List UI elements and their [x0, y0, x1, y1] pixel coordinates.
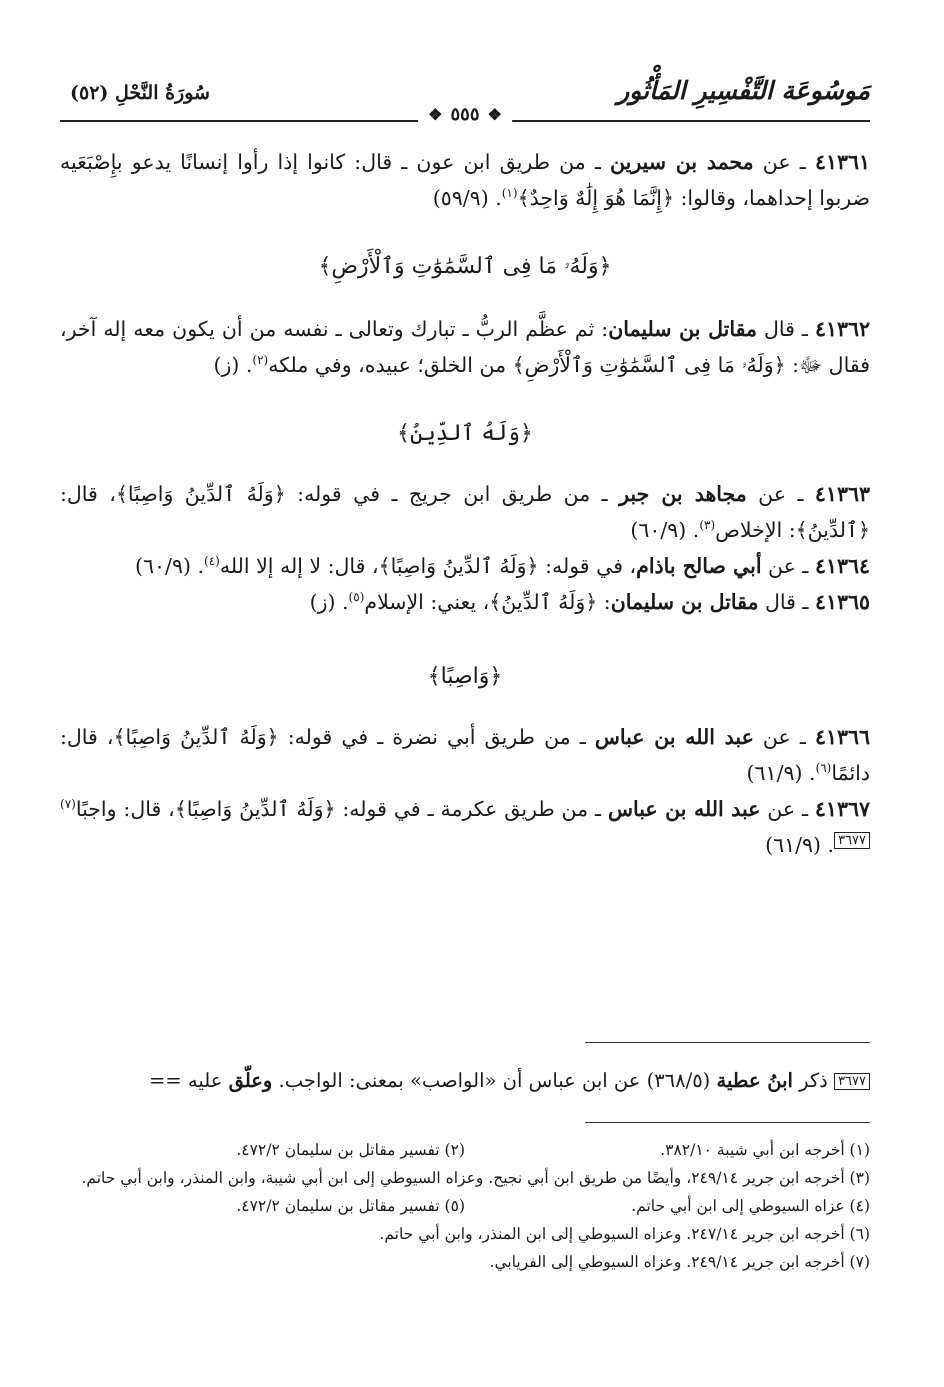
entry-41364: ٤١٣٦٤ ـ عن أبي صالح باذام، في قوله: ﴿وَلَهُ ٱلدِّينُ وَاصِبًا﴾، قال: لا إله إلا الله$^{(٤)}$. (٦٠/٩) [135, 554, 870, 578]
ornament-icon: ❖ [428, 105, 443, 124]
ornament-icon: ❖ [487, 105, 502, 124]
scholar-name: ابنُ عطية [716, 1069, 793, 1092]
narrator-name: مجاهد بن جبر [619, 482, 747, 506]
remark-number-box: ٣٦٧٧ [834, 1073, 870, 1090]
narrator-name: محمد بن سيرين [610, 150, 754, 174]
footnote-row [60, 1136, 870, 1164]
verse-heading: ﴿وَلَهُۥ مَا فِى ٱلسَّمَٰوَٰتِ وَٱلْأَرْضِ﴾ [318, 254, 612, 279]
page [60, 70, 870, 863]
footnote-6: (٦) أخرجه ابن جرير ٢٤٧/١٤. وعزاه السيوطي إلى ابن المنذر، وابن أبي حاتم. [379, 1225, 870, 1243]
entry-number: ٤١٣٦٦ [814, 725, 870, 749]
footnote-ref: (١) [501, 186, 518, 201]
entry-41361: ٤١٣٦١ ـ عن محمد بن سيرين ـ من طريق ابن عون ـ قال: كانوا إذا رأوا إنسانًا يدعو بإِصْبَعَيه ضربوا إحداهما، وقالوا: ﴿إِنَّمَا هُوَ إِلَٰهٌ وَاحِدٌ﴾$^{(١)}$. (٥٩/٩) [60, 150, 870, 210]
footnote-2: (٢) تفسير مقاتل بن سليمان ٤٧٢/٢. [236, 1141, 465, 1159]
page-number: ٥٥٥ [450, 104, 480, 125]
footnote-separator [585, 1122, 870, 1123]
entry-number: ٤١٣٦٤ [814, 554, 870, 578]
entry-number: ٤١٣٦٥ [814, 590, 870, 614]
narrator-name: عبد الله بن عباس [594, 725, 754, 749]
entry-41363: ٤١٣٦٣ ـ عن مجاهد بن جبر ـ من طريق ابن جريج ـ في قوله: ﴿وَلَهُ ٱلدِّينُ وَاصِبًا﴾، قال: ﴿ٱلدِّينُ﴾: الإخلاص$^{(٣)}$. (٦٠/٩) [60, 482, 870, 542]
footnote-1: (١) أخرجه ابن أبي شيبة ٣٨٢/١٠. [660, 1141, 870, 1159]
footnote-row [60, 1192, 870, 1220]
narrator-name: أبي صالح باذام [636, 554, 762, 578]
footnote-ref: (٢) [252, 353, 269, 368]
book-title: مَوسُوعَة التَّفْسِيرِ المَأْثُور [617, 76, 870, 105]
page-number-block [418, 104, 512, 125]
footnote-ref: (٦) [815, 761, 832, 776]
entry-number: ٤١٣٦٢ [814, 317, 870, 341]
narrator-name: عبد الله بن عباس [607, 797, 761, 821]
entry-41367: ٤١٣٦٧ ـ عن عبد الله بن عباس ـ من طريق عكرمة ـ في قوله: ﴿وَلَهُ ٱلدِّينُ وَاصِبًا﴾، قال: واجبًا$^{(٧)}$٣٦٧٧. (٦١/٩) [60, 797, 870, 857]
footnote-ref: (٣) [699, 518, 716, 533]
running-header [60, 70, 870, 125]
verse-heading: ﴿وَاصِبًا﴾ [427, 664, 503, 689]
entry-41362: ٤١٣٦٢ ـ قال مقاتل بن سليمان: ثم عظَّم الربُّ ـ تبارك وتعالى ـ نفسه من أن يكون معه إله آخر، فقال ﷻ: ﴿وَلَهُۥ مَا فِى ٱلسَّمَٰوَٰتِ وَٱلْأَرْضِ﴾ من الخلق؛ عبيده، وفي ملكه$^{(٢)}$. (ز) [60, 317, 870, 377]
remark-paragraph: ٣٦٧٧ ذكر ابنُ عطية (٣٦٨/٥) عن ابن عباس أن «الواصب» بمعنى: الواجب. وعلّق عليه == [36, 1064, 870, 1098]
narrator-name: مقاتل بن سليمان [610, 590, 759, 614]
narrator-name: مقاتل بن سليمان [608, 317, 757, 341]
verse-heading: ﴿وَلَهُ ٱلدِّينُ﴾ [397, 421, 533, 446]
footnote-7: (٧) أخرجه ابن جرير ٢٤٩/١٤. وعزاه السيوطي إلى الفريابي. [489, 1253, 870, 1271]
entry-number: ٤١٣٦١ [814, 150, 870, 174]
footnote-3: (٣) أخرجه ابن جرير ٢٤٩/١٤، وأيضًا من طريق ابن أبي نجيح. وعزاه السيوطي إلى ابن أبي شيبة، وابن المنذر، وابن أبي حاتم. [81, 1169, 870, 1187]
entry-number: ٤١٣٦٣ [814, 482, 870, 506]
entry-41366: ٤١٣٦٦ ـ عن عبد الله بن عباس ـ من طريق أبي نضرة ـ في قوله: ﴿وَلَهُ ٱلدِّينُ وَاصِبًا﴾، قال: دائمًا$^{(٦)}$. (٦١/٩) [60, 725, 870, 785]
remark-ref-box: ٣٦٧٧ [834, 832, 870, 849]
remark-separator [585, 1042, 870, 1043]
footnote-ref: (٤) [204, 554, 220, 569]
footnote-5: (٥) تفسير مقاتل بن سليمان ٤٧٢/٢. [236, 1197, 465, 1215]
footnote-ref: (٧) [60, 797, 76, 812]
footnote-4: (٤) عزاه السيوطي إلى ابن أبي حاتم. [631, 1197, 870, 1215]
footnote-ref: (٥) [348, 590, 365, 605]
footnotes [60, 1136, 870, 1276]
entry-number: ٤١٣٦٧ [814, 797, 870, 821]
entry-41365: ٤١٣٦٥ ـ قال مقاتل بن سليمان: ﴿وَلَهُ ٱلدِّينُ﴾، يعني: الإسلام$^{(٥)}$. (ز) [309, 590, 870, 614]
surah-title: سُورَةُ النَّحْلِ (٥٢) [70, 82, 210, 104]
